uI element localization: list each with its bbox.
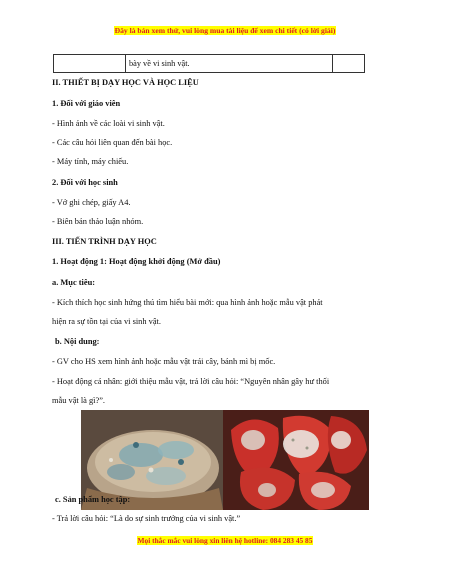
table-row xyxy=(54,55,365,73)
content-item: - Hoạt động cá nhân: giới thiệu mẫu vật, trả lời câu hỏi: “Nguyên nhân gây hư thối xyxy=(52,377,330,386)
student-subheading: 2. Đối với học sinh xyxy=(52,178,118,187)
moldy-strawberries-image xyxy=(223,410,369,510)
list-item: - Biên bản thảo luận nhóm. xyxy=(52,217,144,226)
content-heading: b. Nội dung: xyxy=(55,337,100,346)
goal-text-line: hiện ra sự tồn tại của vi sinh vật. xyxy=(52,317,161,326)
section-2-heading: II. THIẾT BỊ DẠY HỌC VÀ HỌC LIỆU xyxy=(52,78,199,87)
list-item: - Máy tính, máy chiếu. xyxy=(52,157,129,166)
product-heading: c. Sản phẩm học tập: xyxy=(55,495,131,504)
lesson-table-fragment xyxy=(53,54,365,73)
goal-heading: a. Mục tiêu: xyxy=(52,278,96,287)
preview-notice-text: Đây là bản xem thử, vui lòng mua tài liệu để xem chi tiết (có lời giải) xyxy=(114,26,336,35)
content-item: mẫu vật là gì?”. xyxy=(52,396,106,405)
list-item: - Hình ảnh về các loài vi sinh vật. xyxy=(52,119,165,128)
list-item: - Vở ghi chép, giấy A4. xyxy=(52,198,131,207)
product-item: - Trả lời câu hỏi: “Là do sự sinh trưởng của vi sinh vật.” xyxy=(52,514,241,523)
table-cell-empty xyxy=(333,55,365,73)
table-cell-empty xyxy=(54,55,126,73)
hotline-text: Mọi thắc mắc vui lòng xin liên hệ hotline: 084 283 45 85 xyxy=(137,536,313,545)
teacher-subheading: 1. Đối với giáo viên xyxy=(52,99,121,108)
preview-notice-banner xyxy=(0,26,450,35)
activity-1-heading: 1. Hoạt động 1: Hoạt động khởi động (Mở đầu) xyxy=(52,257,221,266)
content-item: - GV cho HS xem hình ảnh hoặc mẫu vật trái cây, bánh mì bị mốc. xyxy=(52,357,276,366)
table-cell-text: bày về vi sinh vật. xyxy=(126,55,333,73)
hotline-banner xyxy=(0,536,450,545)
section-3-heading: III. TIẾN TRÌNH DẠY HỌC xyxy=(52,237,157,246)
goal-text-line: - Kích thích học sinh hứng thú tìm hiểu bài mới: qua hình ảnh hoặc mẫu vật phát xyxy=(52,298,323,307)
list-item: - Các câu hỏi liên quan đến bài học. xyxy=(52,138,173,147)
